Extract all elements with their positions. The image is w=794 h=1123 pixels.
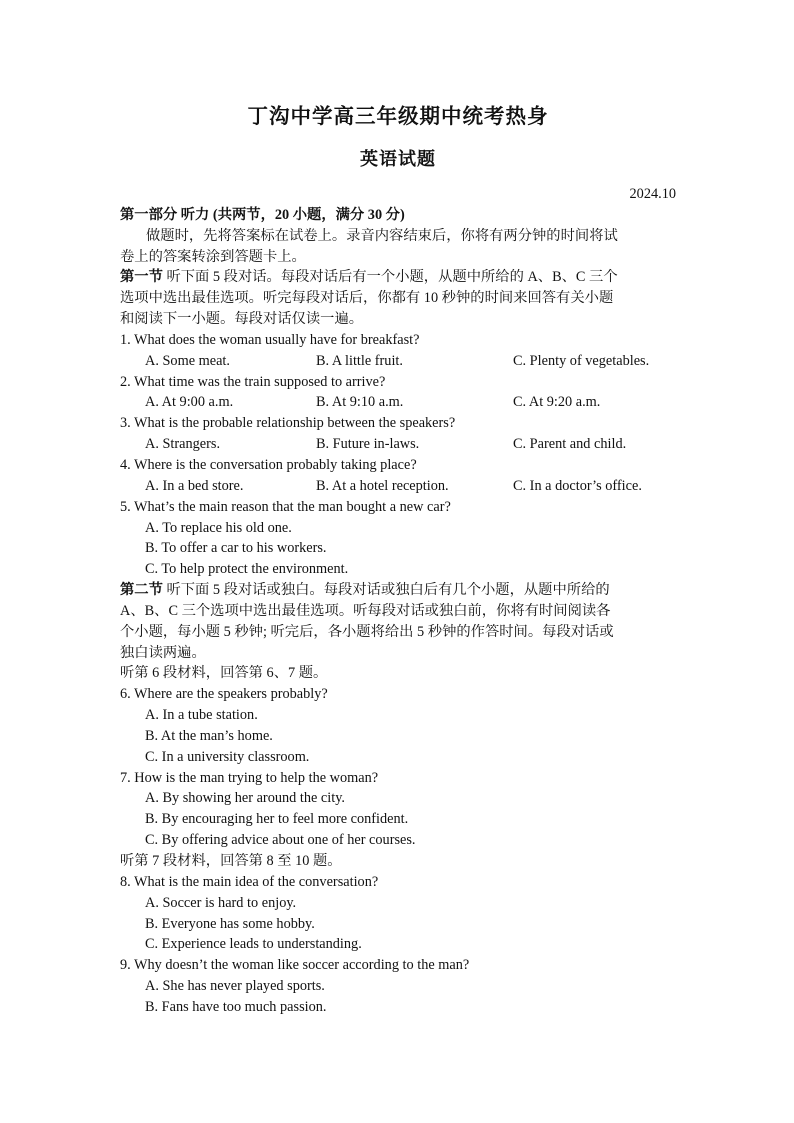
question-6-option-c: C. In a university classroom. [145,748,310,765]
question-3-stem: 3. What is the probable relationship between the speakers? [120,415,456,432]
question-3-option-b: B. Future in-laws. [316,436,420,453]
exam-title: 丁沟中学高三年级期中统考热身 [247,106,549,128]
section2-text-line2: A、B、C 三个选项中选出最佳选项。听每段对话或独白前，你将有时间阅读各 [120,602,611,619]
section1-text-line1 [120,267,676,288]
question-2-option-b: B. At 9:10 a.m. [316,394,404,411]
section2-label: 第二节 [120,582,163,599]
section1-text-line3: 和阅读下一小题。每段对话仅读一遍。 [120,311,364,328]
question-9-option-a: A. She has never played sports. [145,978,325,995]
question-7-stem: 7. How is the man trying to help the woman? [120,769,379,786]
question-5-stem: 5. What’s the main reason that the man bought a new car? [120,498,451,515]
question-3-option-c: C. Parent and child. [513,436,627,453]
question-2-option-a: A. At 9:00 a.m. [145,394,234,411]
question-1-option-a: A. Some meat. [145,352,230,369]
question-3-options [120,434,676,455]
question-9-stem: 9. Why doesn’t the woman like soccer according to the man? [120,957,470,974]
question-3-option-a: A. Strangers. [145,436,221,453]
question-4-options [120,476,676,497]
part1-instructions-line2: 卷上的答案转涂到答题卡上。 [120,248,306,265]
question-9-option-b: B. Fans have too much passion. [145,998,327,1015]
question-2-stem: 2. What time was the train supposed to arrive? [120,373,386,390]
question-8-option-b: B. Everyone has some hobby. [145,915,315,932]
question-4-option-a: A. In a bed store. [145,477,244,494]
question-7-option-a: A. By showing her around the city. [145,790,345,807]
question-8-option-a: A. Soccer is hard to enjoy. [145,894,297,911]
question-1-option-c: C. Plenty of vegetables. [513,352,650,369]
section2-text: 听下面 5 段对话或独白。每段对话或独白后有几个小题，从题中所给的 [162,582,610,599]
question-5-option-b: B. To offer a car to his workers. [145,540,327,557]
question-1-stem: 1. What does the woman usually have for breakfast? [120,331,420,348]
question-7-option-c: C. By offering advice about one of her courses. [145,832,416,849]
section1-text-line2: 选项中选出最佳选项。听完每段对话后，你都有 10 秒钟的时间来回答有关小题 [120,290,614,307]
question-2-option-c: C. At 9:20 a.m. [513,394,601,411]
question-5-option-c: C. To help protect the environment. [145,561,349,578]
material-6-instruction: 听第 6 段材料，回答第 6、7 题。 [120,665,328,682]
material-7-instruction: 听第 7 段材料，回答第 8 至 10 题。 [120,853,342,869]
question-1-option-b: B. A little fruit. [316,352,403,369]
question-6-option-a: A. In a tube station. [145,707,258,724]
question-2-options [120,392,676,413]
exam-date: 2024.10 [629,186,676,202]
section2-text-line4: 独白读两遍。 [120,644,206,661]
question-8-stem: 8. What is the main idea of the conversation? [120,873,379,890]
part1-heading: 第一部分 听力 (共两节，20 小题，满分 30 分) [120,206,405,223]
section2-text-line3: 个小题，每小题 5 秒钟; 听完后，各小题将给出 5 秒钟的作答时间。每段对话或 [120,623,614,640]
exam-subtitle: 英语试题 [360,149,436,169]
part1-instructions-line1: 做题时，先将答案标在试卷上。录音内容结束后，你将有两分钟的时间将试 [146,227,618,244]
section2-text-line1 [120,580,676,601]
question-6-stem: 6. Where are the speakers probably? [120,686,328,703]
section1-label: 第一节 [120,269,163,286]
question-6-option-b: B. At the man’s home. [145,727,273,744]
question-4-option-b: B. At a hotel reception. [316,477,449,494]
section1-text: 听下面 5 段对话。每段对话后有一个小题，从题中所给的 A、B、C 三个 [162,269,618,286]
question-5-option-a: A. To replace his old one. [145,519,292,536]
question-8-option-c: C. Experience leads to understanding. [145,936,362,953]
question-1-options [120,351,676,372]
question-7-option-b: B. By encouraging her to feel more confident. [145,811,409,828]
question-4-option-c: C. In a doctor’s office. [513,477,642,494]
question-4-stem: 4. Where is the conversation probably taking place? [120,456,417,473]
